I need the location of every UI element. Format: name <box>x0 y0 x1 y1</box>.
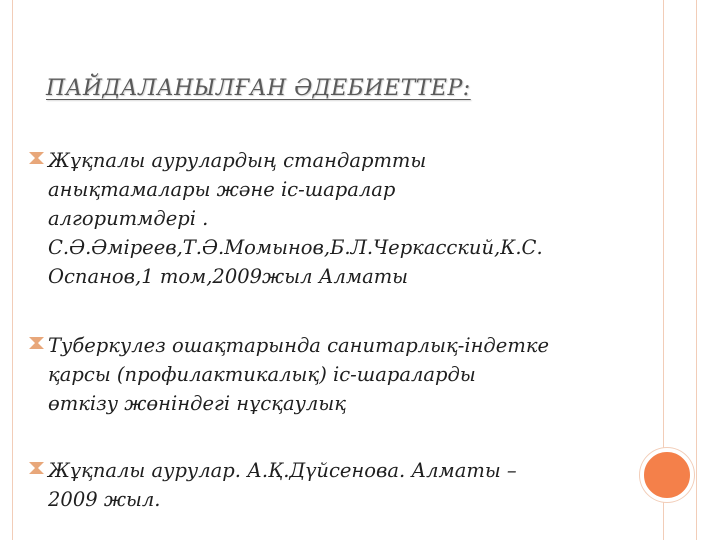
reference-line: анықтамалары және іс-шаралар <box>48 178 396 201</box>
orange-circle-decoration <box>640 448 694 502</box>
reference-line: Жұқпалы аурулар. А.Қ.Дүйсенова. Алматы – <box>48 459 517 482</box>
reference-item <box>28 456 628 514</box>
reference-line: 2009 жыл. <box>48 488 161 511</box>
reference-line: Жұқпалы аурулардың стандартты <box>48 149 427 172</box>
reference-item <box>28 146 628 291</box>
reference-text <box>48 146 628 291</box>
reference-item <box>28 331 628 418</box>
z-shaped-bullet-icon <box>28 335 46 351</box>
reference-text <box>48 331 628 418</box>
reference-line: Оспанов,1 том,2009жыл Алматы <box>48 265 409 288</box>
reference-line: Туберкулез ошақтарында санитарлық-індетке <box>48 334 550 357</box>
reference-text <box>48 456 628 514</box>
reference-line: алгоритмдері . <box>48 207 209 230</box>
z-shaped-bullet-icon <box>28 460 46 476</box>
reference-line: қарсы (профилактикалық) іс-шараларды <box>48 363 476 386</box>
slide-title: ПАЙДАЛАНЫЛҒАН ӘДЕБИЕТТЕР: <box>46 76 471 101</box>
reference-line: өткізу жөніндегі нұсқаулық <box>48 392 346 415</box>
reference-line: С.Ә.Әміреев,Т.Ә.Момынов,Б.Л.Черкасский,К.С. <box>48 236 543 259</box>
z-shaped-bullet-icon <box>28 150 46 166</box>
